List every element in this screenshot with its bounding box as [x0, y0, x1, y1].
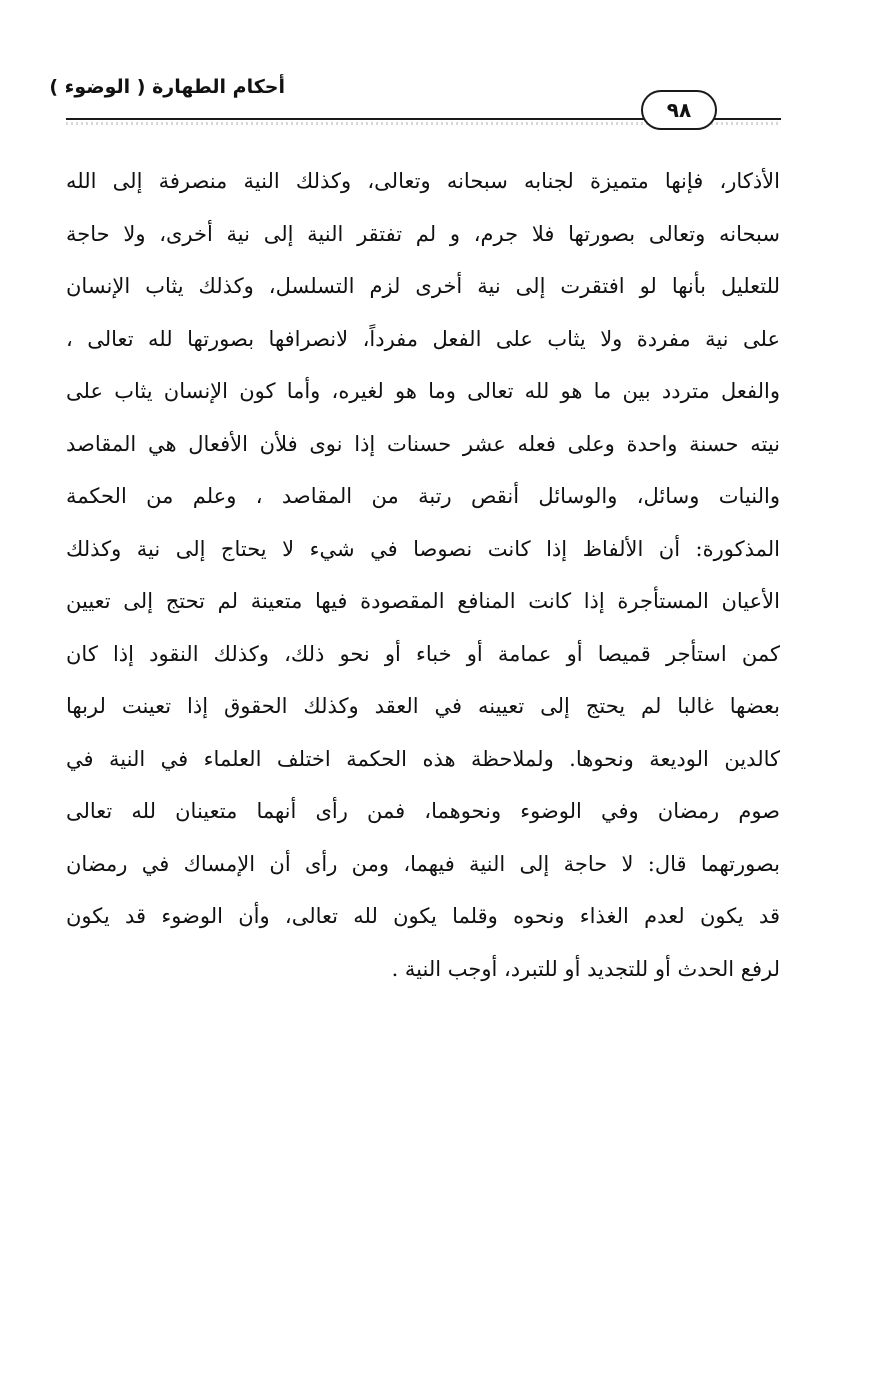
text-line: المذكورة: أن الألفاظ إذا كانت نصوصا في شيء لا يحتاج إلى نية وكذلك [66, 536, 780, 561]
text-line: نيته حسنة واحدة وعلى فعله عشر حسنات إذا نوى فلأن الأفعال هي المقاصد [66, 431, 780, 456]
text-line: الأذكار، فإنها متميزة لجنابه سبحانه وتعالى، وكذلك النية منصرفة إلى الله [66, 169, 780, 193]
text-line: على نية مفردة ولا يثاب على الفعل مفرداً، لانصرافها بصورتها لله تعالى ، [66, 326, 780, 351]
text-line: للتعليل بأنها لو افتقرت إلى نية أخرى لزم التسلسل، وكذلك يثاب الإنسان [66, 274, 780, 298]
body-text [66, 155, 780, 995]
text-line: والفعل متردد بين ما هو لله تعالى وما هو لغيره، وأما كون الإنسان يثاب على [66, 379, 780, 403]
text-line: والنيات وسائل، والوسائل أنقص رتبة من المقاصد ، وعلم من الحكمة [66, 484, 780, 508]
text-line: لرفع الحدث أو للتجديد أو للتبرد، أوجب النية . [391, 956, 780, 981]
text-line: كمن استأجر قميصا أو عمامة أو خباء أو نحو ذلك، وكذلك النقود إذا كان [66, 641, 780, 666]
running-title: أحكام الطهارة ( الوضوء ) [49, 76, 285, 98]
text-line: الأعيان المستأجرة إذا كانت المنافع المقصودة فيها متعينة لم تحتج إلى تعيين [66, 589, 780, 613]
page-number: ٩٨ [641, 90, 717, 130]
text-line: كالدين الوديعة ونحوها. ولملاحظة هذه الحكمة اختلف العلماء في النية في [66, 746, 780, 771]
text-line: بعضها غالبا لم يحتج إلى تعيينه في العقد وكذلك الحقوق إذا تعينت لربها [66, 694, 780, 718]
text-line: سبحانه وتعالى بصورتها فلا جرم، و لم تفتقر النية إلى نية أخرى، ولا حاجة [66, 221, 780, 246]
text-line: بصورتهما قال: لا حاجة إلى النية فيهما، ومن رأى أن الإمساك في رمضان [66, 851, 780, 876]
text-line: صوم رمضان وفي الوضوء ونحوهما، فمن رأى أنهما متعينان لله تعالى [66, 799, 780, 823]
text-line: قد يكون لعدم الغذاء ونحوه وقلما يكون لله تعالى، وأن الوضوء قد يكون [66, 904, 780, 928]
